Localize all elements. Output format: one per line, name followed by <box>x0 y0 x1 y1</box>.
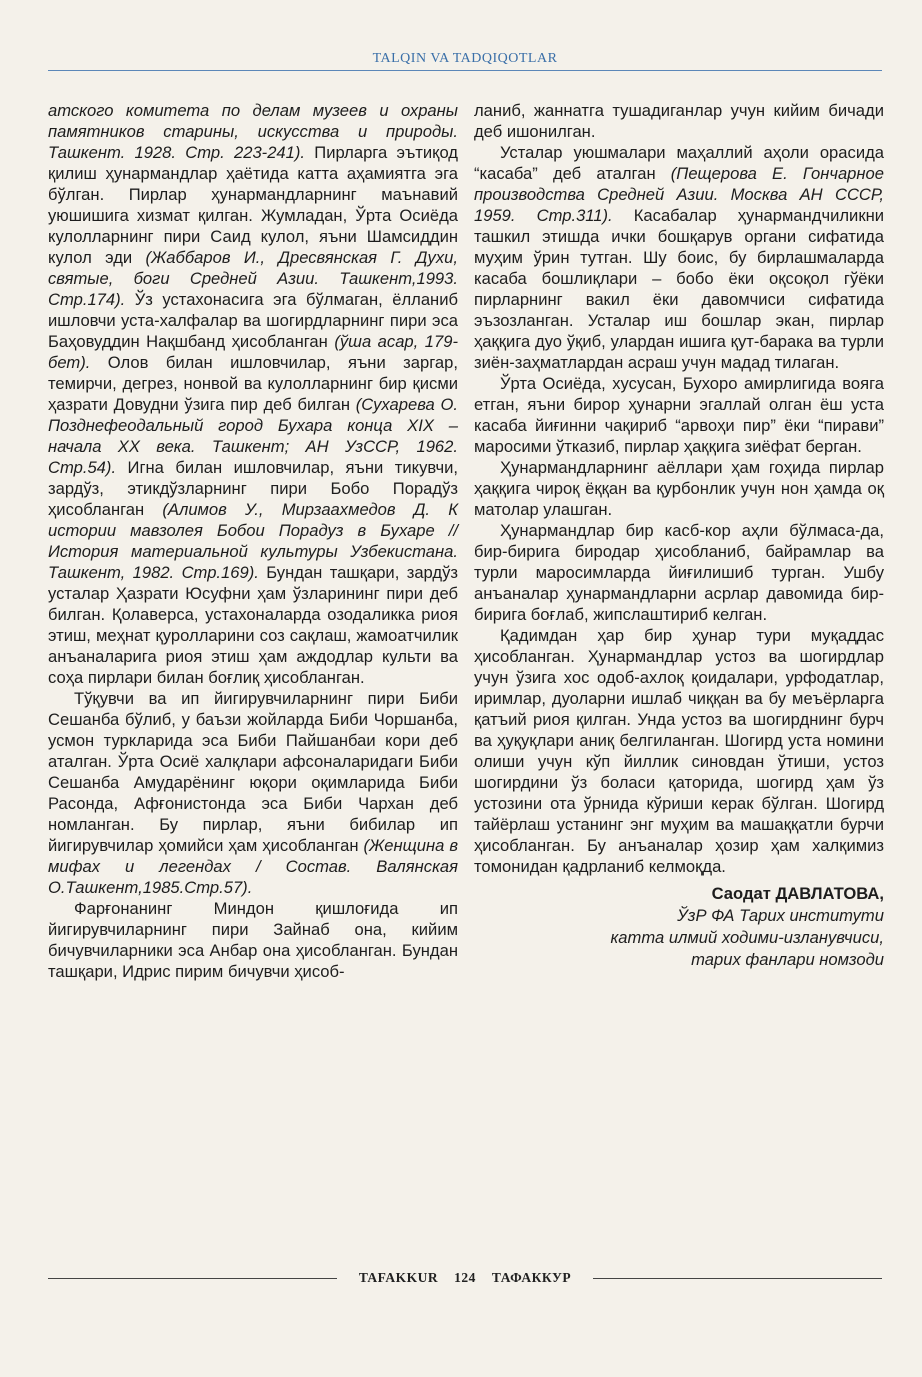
body-text: Ҳунармандларнинг аёллари ҳам гоҳида пирлар ҳаққига чироқ ёққан ва қурбонлик учун нон ҳамда оқ матолар улашган. <box>474 458 884 519</box>
paragraph <box>48 100 458 688</box>
citation-text: (Женщина в мифах и легендах / Состав. Валянская О.Ташкент,1985.Стр.57). <box>48 836 458 897</box>
citation-text: (Жаббаров И., Дресвянская Г. Духи, святые, боги Средней Азии. Ташкент,1993. Стр.174). <box>48 248 458 309</box>
citation-text: (Алимов У., Мирзаахмедов Д. К истории мавзолея Бобои Порадуз в Бухаре // История материальной культуры Узбекистана. Ташкент, 1982. Стр.169). <box>48 500 458 582</box>
author-position: катта илмий ходими-изланувчиси, <box>610 928 884 947</box>
paragraph <box>48 898 458 982</box>
paragraph <box>474 142 884 373</box>
body-text: Бундан ташқари, зардўз усталар Ҳазрати Юсуфни ҳам ўзларининг пири деб билган. Қолаверса, устахоналарда озодаликка риоя этиш, меҳнат қуролларини соз сақлаш, жамоатчилик анъаналарига риоя этиш ҳам аждодлар культи ва соҳа пирлари билан боғлиқ ҳисобланган. <box>48 563 458 687</box>
right-column <box>474 100 884 971</box>
body-text: Игна билан ишловчилар, яъни тикувчи, зардўз, этикдўзларнинг пири Бобо Порадўз ҳисобланган <box>48 458 458 519</box>
author-affiliation: ЎзР ФА Тарих институти <box>677 906 884 925</box>
body-text: Ўрта Осиёда, хусусан, Бухоро амирлигида вояга етган, яъни бирор ҳунарни эгаллай олган ёш уста касаба йиғинни чақириб “арвоҳи пир” ёки “пирави” маросими ўтказиб, пирлар ҳаққига зиёфат берган. <box>474 374 884 456</box>
body-text: Ўз устахонасига эга бўлмаган, ёлланиб ишловчи уста-халфалар ва шогирдларнинг пири эса Баҳовуддин Нақшбанд ҳисобланган <box>48 290 458 351</box>
footer-label <box>337 1270 593 1286</box>
running-header <box>48 48 882 70</box>
paragraph <box>474 373 884 457</box>
body-text: Ҳунармандлар бир касб-кор аҳли бўлмаса-да, бир-бирига биродар ҳисобланиб, байрамлар ва турли маросимларда йиғилишиб турган. Ушбу анъаналар ҳунармандларни асрлар давомида бир-бирига боғлаб, жипслаштириб келган. <box>474 521 884 624</box>
header-rule <box>48 70 882 71</box>
paragraph <box>474 100 884 142</box>
author-degree: тарих фанлари номзоди <box>691 950 884 969</box>
journal-name-latin: TAFAKKUR <box>358 1270 439 1285</box>
body-text: Қадимдан ҳар бир ҳунар тури муқаддас ҳисобланган. Ҳунармандлар устоз ва шогирдлар учун ўзига хос одоб-ахлоқ қоидалари, урфодатлар, иримлар, дуоларни ишлаб чиққан ва бу меъёрларга қатъий риоя қилган. Унда устоз ва шогирднинг бурч ва ҳуқуқлари аниқ белгиланган. Шогирд уста номини олиши учун кўп йиллик синовдан ўтиши, устоз шогирдини ўз боласи қаторида, шогирд ҳам ўз устозини ота ўрнида кўриши керак бўлган. Шогирд тайёрлаш устанинг энг муҳим ва машаққатли бурчи ҳисобланган. Бу анъаналар ҳозир ҳам халқимиз томонидан қадрланиб келмоқда. <box>474 626 884 876</box>
citation-text: (Пещерова Е. Гончарное производства Средней Азии. Москва АН СССР, 1959. Стр.311). <box>474 164 884 225</box>
left-column <box>48 100 458 982</box>
citation-text: (Сухарева О. Позднефеодальный город Бухара конца XIX – начала XX века. Ташкент; АН УзССР, 1962. Стр.54). <box>48 395 459 477</box>
body-text: Усталар уюшмалари маҳаллий аҳоли орасида “касаба” деб аталган <box>474 143 884 183</box>
page-number: 124 <box>454 1270 476 1285</box>
body-text: Фарғонанинг Миндон қишлоғида ип йигирувчиларнинг пири Зайнаб она, кийим бичувчиларники эса Анбар она ҳисобланган. Бундан ташқари, Идрис пирим бичувчи ҳисоб- <box>48 899 458 981</box>
paragraph <box>48 688 458 898</box>
author-name: Саодат ДАВЛАТОВА, <box>711 884 884 903</box>
body-text: Касабалар ҳунармандчиликни ташкил этишда ички бошқарув органи сифатида муҳим ўрин тутган. Шу боис, бу бирлашмаларда касаба бошлиқлари – бобо ёки оқсоқол гўёки пирларнинг вакил ёки давомчиси сифатида эъзозланган. Усталар иш бошлар экан, пирлар ҳаққига дуо ўқиб, улардан ишига қут-барака ва турли зиён-заҳматлардан асраш учун мадад тилаган. <box>474 206 885 372</box>
journal-name-cyrillic: ТАФАККУР <box>491 1270 572 1285</box>
paragraph <box>474 520 884 625</box>
body-text: Олов билан ишловчилар, яъни заргар, темирчи, дегрез, нонвой ва кулолларнинг бир қисми ҳазрати Довудни ўзига пир деб билган <box>48 353 458 414</box>
paragraph <box>474 625 884 877</box>
author-signature <box>474 883 884 971</box>
page-footer <box>48 1268 882 1288</box>
citation-text: атского комитета по делам музеев и охраны памятников старины, искусства и природы. Ташкент. 1928. Стр. 223-241). <box>48 101 458 162</box>
paragraph <box>474 457 884 520</box>
section-title: TALQIN VA TADQIQOTLAR <box>372 51 558 66</box>
body-text: ланиб, жаннатга тушадиганлар учун кийим бичади деб ишонилган. <box>474 101 884 141</box>
body-text: Тўқувчи ва ип йигирувчиларнинг пири Биби Сешанба бўлиб, у баъзи жойларда Биби Чоршанба, усмон туркларида эса Биби Пайшанбаи кори деб аталган. Ўрта Осиё халқлари афсоналаридаги Биби Сешанба Амударёнинг юқори оқимларида Биби Расонда, Афғонистонда эса Биби Чархан деб номланган. Бу пирлар, яъни бибилар ип йигирувчилар ҳомийси ҳам ҳисобланган <box>48 689 458 855</box>
citation-text: (ўша асар, 179-бет). <box>48 332 458 372</box>
footer-rule-left <box>48 1278 337 1279</box>
body-text: Пирларга эътиқод қилиш ҳунармандлар ҳаётида катта аҳамиятга эга бўлган. Пирлар ҳунармандларнинг маънавий уюшишига хизмат қилган. Жумладан, Ўрта Осиёда кулолларнинг пири Саид кулол, яъни Шамсиддин кулол эди <box>48 143 458 267</box>
footer-rule-right <box>593 1278 882 1279</box>
